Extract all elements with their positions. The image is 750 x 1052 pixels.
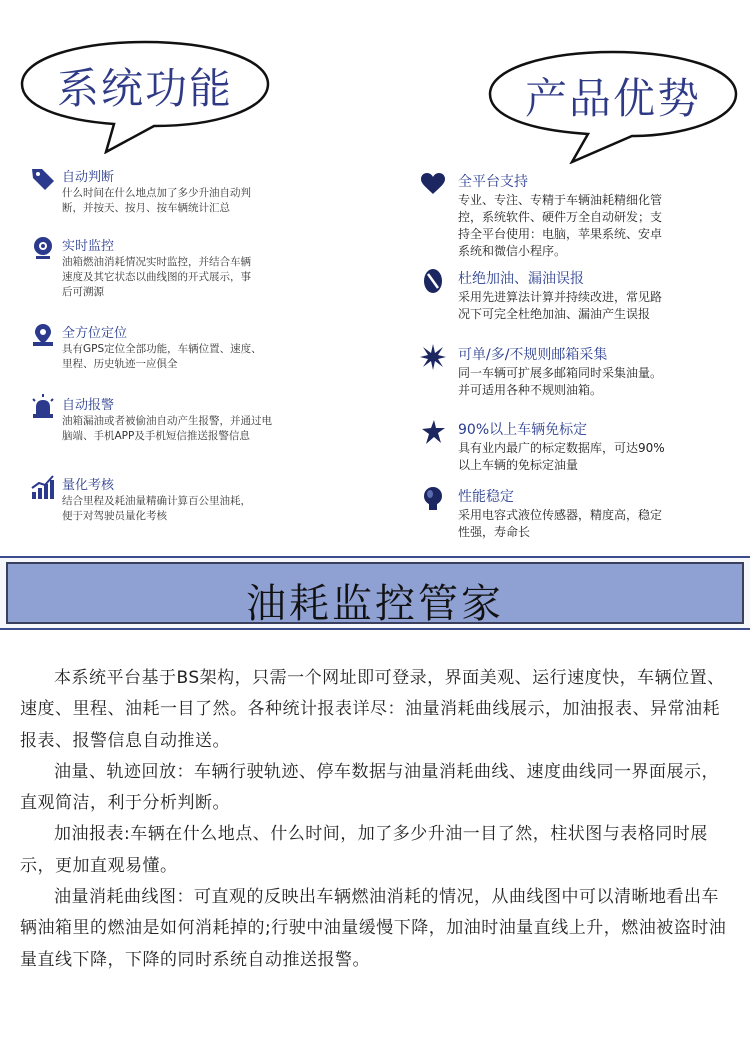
- feature-title: 全方位定位: [62, 326, 128, 341]
- feature-item-realtime-monitor: [30, 235, 310, 305]
- feature-item-auto-alarm: [30, 394, 320, 444]
- alarm-light-icon: [30, 394, 56, 420]
- feature-desc: 具有GPS定位全部功能，车辆位置、速度、 里程、历史轨迹一应俱全: [62, 343, 262, 370]
- paragraph-fuel-curve: 油量消耗曲线图：可直观的反映出车辆燃油消耗的情况，从曲线图中可以清晰地看出车辆油箱里的燃油是如何消耗掉的;行驶中油量缓慢下降，加油时油量直线上升，燃油被盗时油量直线下降，下降的同时系统自动推送报警。: [20, 887, 727, 970]
- feature-desc: 油箱漏油或者被偷油自动产生报警，并通过电 脑端、手机APP及手机短信推送报警信息: [62, 415, 272, 442]
- advantage-desc: 具有业内最广的标定数据库，可达90% 以上车辆的免标定油量: [458, 441, 665, 472]
- description-body: [20, 663, 732, 976]
- advantage-desc: 采用先进算法计算并持续改进，常见路 况下可完全杜绝加油、漏油产生误报: [458, 290, 663, 321]
- camera-icon: [30, 235, 56, 261]
- feature-desc: 油箱燃油消耗情况实时监控，并结合车辆 速度及其它状态以曲线图的开式展示，事 后可溯源: [62, 256, 251, 298]
- starburst-icon: [420, 344, 446, 370]
- paragraph-platform: 本系统平台基于BS架构，只需一个网址即可登录，界面美观、运行速度快，车辆位置、速度、里程、油耗一目了然。各种统计报表详尽：油量消耗曲线展示，加油报表、异常油耗报表、报警信息自动推送。: [20, 668, 725, 751]
- title-banner-box: [6, 562, 744, 627]
- product-advantages-bubble: [482, 48, 744, 164]
- advantage-title: 可单/多/不规则邮箱采集: [458, 347, 608, 363]
- advantage-item-all-platform: [420, 171, 730, 257]
- feature-item-positioning: [30, 322, 310, 372]
- feature-title: 自动报警: [62, 398, 115, 413]
- paragraph-refuel-report: 加油报表:车辆在什么地点、什么时间，加了多少升油一目了然，柱状图与表格同时展示，更加直观易懂。: [20, 824, 708, 876]
- advantage-item-multi-tank: [420, 344, 730, 404]
- advantage-desc: 专业、专注、专精于车辆油耗精细化管 控，系统软件、硬件万全自动研发；支 持全平台使用：电脑，苹果系统、安卓 系统和微信小程序。: [458, 193, 663, 258]
- advantage-item-no-false-alarm: [420, 268, 730, 328]
- feature-title: 实时监控: [62, 239, 115, 254]
- feature-item-quantified-assessment: [30, 474, 310, 524]
- feature-item-auto-judge: [30, 166, 310, 226]
- system-functions-title: 系统功能: [56, 64, 233, 113]
- title-banner: [0, 556, 750, 630]
- advantage-title: 90%以上车辆免标定: [458, 422, 588, 438]
- advantage-desc: 采用电容式液位传感器，精度高，稳定 性强，寿命长: [458, 508, 663, 539]
- advantage-title: 杜绝加油、漏油误报: [458, 271, 584, 287]
- advantage-title: 性能稳定: [458, 489, 514, 505]
- star-figure-icon: [420, 419, 446, 445]
- paragraph-playback: 油量、轨迹回放：车辆行驶轨迹、停车数据与油量消耗曲线、速度曲线同一界面展示，直观简洁，利于分析判断。: [20, 761, 719, 814]
- bar-chart-icon: [30, 474, 56, 500]
- feature-title: 自动判断: [62, 170, 115, 185]
- location-pin-icon: [30, 322, 56, 348]
- advantage-item-calibration-free: [420, 419, 730, 479]
- product-advantages-title: 产品优势: [524, 74, 701, 123]
- system-functions-bubble: [14, 38, 276, 154]
- advantage-desc: 同一车辆可扩展多邮箱同时采集油量。 并可适用各种不规则油箱。: [458, 366, 663, 397]
- feature-desc: 什么时间在什么地点加了多少升油自动判 断，并按天、按月、按车辆统计汇总: [62, 187, 251, 214]
- lightbulb-icon: [420, 486, 446, 512]
- heart-icon: [420, 171, 446, 197]
- banner-title: 油耗监控管家: [246, 581, 504, 627]
- advantage-title: 全平台支持: [458, 174, 528, 190]
- prohibit-icon: [420, 268, 446, 294]
- advantage-item-stable-performance: [420, 486, 730, 546]
- tag-icon: [30, 166, 56, 192]
- feature-desc: 结合里程及耗油量精确计算百公里油耗， 便于对驾驶员量化考核: [62, 495, 251, 522]
- feature-title: 量化考核: [62, 478, 115, 493]
